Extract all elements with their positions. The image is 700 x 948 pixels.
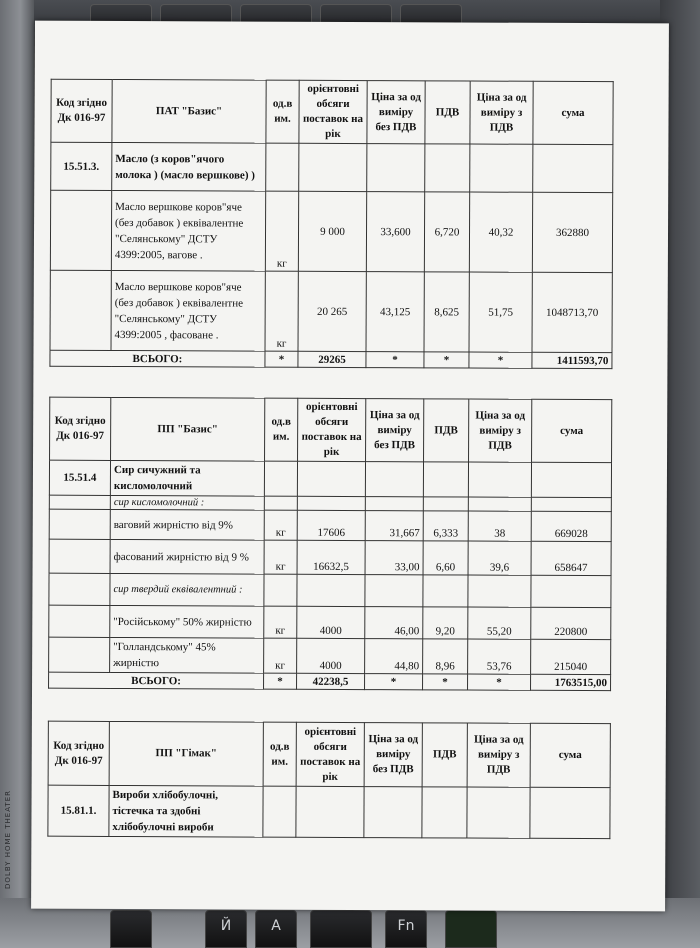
col-supplier: ПП "Базис" [111, 397, 265, 461]
col-price-vat: Ціна за од виміру з ПДВ [470, 81, 533, 144]
item-qty: 4000 [297, 606, 365, 638]
side-label: DOLBY HOME THEATER [4, 790, 12, 889]
keyboard-key-fn: Fn [385, 910, 427, 948]
item-name: "Російському" 50% жирністю [110, 605, 264, 638]
col-price-vat: Ціна за од виміру з ПДВ [467, 723, 530, 787]
table-row [50, 270, 612, 352]
group-row [48, 785, 610, 838]
document-page [31, 21, 669, 912]
item-sum: 362880 [532, 192, 612, 272]
sticker [445, 910, 497, 948]
total-price-vat: * [468, 674, 531, 690]
item-qty: 17606 [297, 510, 365, 540]
group-code: 15.51.4 [49, 460, 110, 495]
col-sum: сума [530, 723, 610, 787]
col-unit: од.в им. [266, 80, 299, 143]
keyboard-key [310, 910, 372, 948]
total-price-vat: * [469, 352, 532, 368]
col-qty: орієнтовні обсяги поставок на рік [299, 80, 367, 143]
col-vat: ПДВ [422, 723, 467, 787]
item-name: Масло вершкове коров"яче (без добавок ) еквівалентне "Селянському" ДСТУ 4399:2005 , фасоване . [111, 270, 265, 351]
item-price: 31,667 [365, 511, 423, 541]
item-price-vat: 38 [468, 511, 531, 541]
group-row [51, 142, 613, 192]
col-unit: од.в им. [265, 398, 298, 461]
total-label: ВСЬОГО: [50, 350, 265, 367]
item-price: 33,00 [365, 541, 423, 575]
group-name: Сир сичужний та кисломолочний [110, 460, 264, 496]
group-code: 15.81.1. [48, 785, 109, 836]
total-price: * [366, 352, 424, 368]
item-unit: кг [264, 606, 297, 638]
price-table-1 [49, 79, 613, 369]
item-unit: кг [264, 510, 297, 540]
header-row [50, 397, 612, 462]
col-sum: сума [533, 81, 613, 144]
table-row [49, 605, 611, 639]
keyboard-key [110, 910, 152, 948]
col-unit: од.в им. [263, 722, 296, 786]
col-supplier: ПП "Гімак" [109, 721, 263, 786]
item-qty: 4000 [297, 638, 365, 673]
price-table-3 [47, 721, 611, 839]
col-qty: орієнтовні обсяги поставок на рік [298, 398, 366, 461]
header-row [48, 721, 610, 787]
item-unit: кг [265, 191, 298, 271]
item-unit: кг [264, 638, 297, 673]
item-vat: 6,60 [423, 541, 468, 575]
total-label: ВСЬОГО: [49, 672, 264, 689]
col-price: Ціна за од виміру без ПДВ [367, 81, 425, 144]
col-supplier: ПАТ "Базис" [112, 79, 266, 143]
total-unit: * [264, 673, 297, 689]
group-row [49, 460, 611, 497]
group-name: Масло (з коров"ячого молока ) (масло вершкове) ) [112, 142, 266, 191]
col-price: Ціна за од виміру без ПДВ [366, 399, 424, 462]
total-price: * [365, 674, 423, 690]
item-unit: кг [265, 271, 298, 351]
item-vat: 8,625 [424, 272, 469, 352]
table-row [49, 539, 611, 575]
total-unit: * [265, 351, 298, 367]
item-price: 43,125 [366, 272, 424, 352]
keyboard-key-a: A [255, 910, 297, 948]
col-qty: орієнтовні обсяги поставок на рік [296, 722, 364, 786]
item-name: фасований жирністю від 9 % [110, 539, 264, 574]
total-row [49, 672, 611, 690]
item-vat: 8,96 [423, 639, 468, 674]
col-price: Ціна за од виміру без ПДВ [364, 723, 422, 787]
item-sum: 658647 [531, 541, 611, 575]
item-name: Масло вершкове коров"яче (без добавок ) еквівалентне "Селянському" ДСТУ 4399:2005, вагове . [111, 190, 265, 271]
item-sum: 220800 [531, 607, 611, 639]
col-vat: ПДВ [424, 399, 469, 462]
item-price-vat: 40,32 [469, 192, 532, 272]
item-price-vat: 51,75 [469, 272, 532, 352]
total-row [50, 350, 612, 368]
col-code: Код згідно Дк 016-97 [48, 721, 109, 785]
price-table-2 [48, 397, 612, 691]
keyboard-key-y: Й [205, 910, 247, 948]
item-price: 33,600 [366, 192, 424, 272]
total-vat: * [423, 674, 468, 690]
item-name: "Голландському" 45% жирністю [110, 637, 264, 673]
total-sum: 1411593,70 [532, 352, 612, 368]
total-vat: * [424, 352, 469, 368]
item-sum: 1048713,70 [532, 272, 612, 352]
subgroup-label: сир кисломолочний : [110, 495, 264, 510]
subgroup-row [49, 573, 611, 607]
item-unit: кг [264, 540, 297, 574]
header-row [51, 79, 613, 144]
item-sum: 215040 [531, 639, 611, 674]
item-price: 44,80 [365, 639, 423, 674]
table-row [49, 637, 611, 674]
item-vat: 6,720 [424, 192, 469, 272]
item-vat: 6,333 [423, 511, 468, 541]
item-qty: 9 000 [298, 191, 366, 271]
item-vat: 9,20 [423, 607, 468, 639]
table-row [49, 509, 611, 541]
total-sum: 1763515,00 [531, 674, 611, 690]
group-name: Вироби хлібобулочні, тістечка та здобні хлібобулочні вироби [109, 785, 263, 837]
group-code: 15.51.3. [51, 142, 112, 190]
item-name: ваговий жирністю від 9% [110, 509, 264, 540]
total-qty: 29265 [298, 351, 366, 367]
col-sum: сума [532, 399, 612, 462]
item-sum: 669028 [531, 511, 611, 541]
col-code: Код згідно Дк 016-97 [50, 397, 111, 460]
item-price-vat: 53,76 [468, 639, 531, 674]
col-code: Код згідно Дк 016-97 [51, 79, 112, 142]
item-qty: 16632,5 [297, 540, 365, 574]
col-vat: ПДВ [425, 81, 470, 144]
item-price-vat: 55,20 [468, 607, 531, 639]
col-price-vat: Ціна за од виміру з ПДВ [469, 399, 532, 462]
subgroup-label: сир твердий еквівалентний : [110, 573, 264, 606]
table-row [50, 190, 612, 272]
total-qty: 42238,5 [297, 673, 365, 689]
item-price: 46,00 [365, 607, 423, 639]
item-qty: 20 265 [298, 271, 366, 351]
item-price-vat: 39,6 [468, 541, 531, 575]
